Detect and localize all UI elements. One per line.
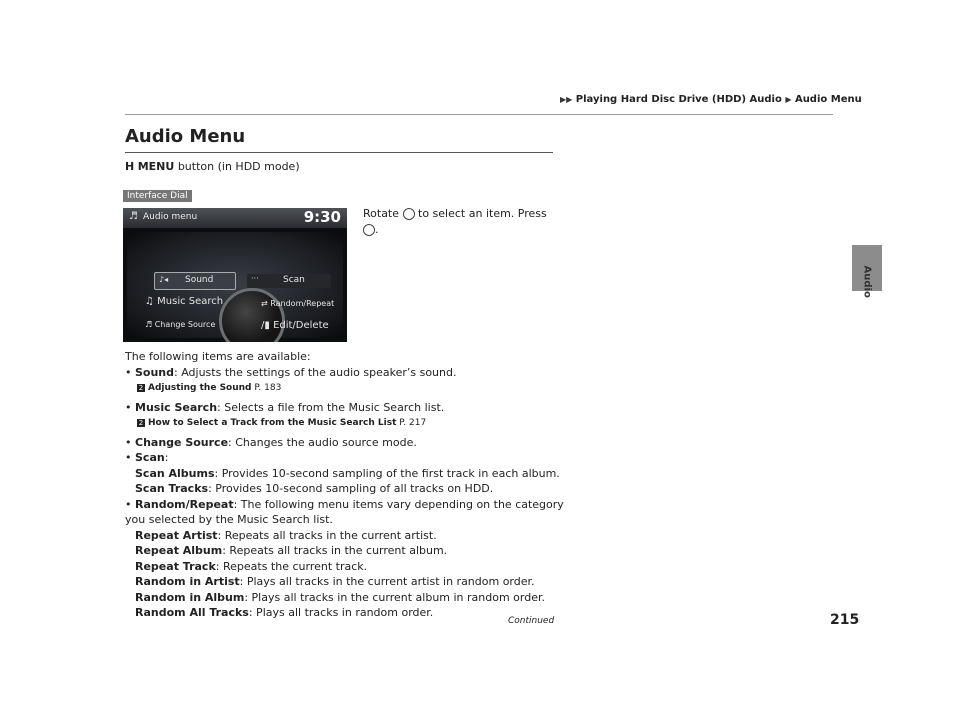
double-arrow-icon: ▶▶ bbox=[560, 95, 573, 104]
sub-item-label: Random in Album bbox=[135, 590, 245, 604]
sub-item bbox=[125, 574, 565, 590]
sub-item bbox=[125, 481, 565, 497]
reference-arrow-icon: 2 bbox=[138, 383, 144, 392]
item-label: Change Source bbox=[135, 435, 229, 449]
page-title: Audio Menu bbox=[125, 126, 246, 147]
sub-item-text: : Repeats all tracks in the current artist. bbox=[217, 528, 437, 542]
speaker-icon: ♪◂ bbox=[159, 275, 169, 284]
reference-page[interactable]: P. 183 bbox=[254, 383, 282, 393]
title-divider bbox=[125, 152, 553, 153]
item-text: : The following menu items vary depending on the category you selected by the Music Search list. bbox=[125, 497, 564, 526]
sub-item-label: Random All Tracks bbox=[135, 606, 249, 619]
list-item: • Scan: bbox=[125, 451, 169, 464]
sub-item bbox=[125, 605, 565, 621]
intro-text: The following items are available: bbox=[125, 350, 311, 363]
screen-title: Audio menu bbox=[143, 212, 198, 222]
side-tab-label bbox=[852, 265, 882, 305]
sub-item-text: : Provides 10-second sampling of the first track in each album. bbox=[214, 466, 560, 480]
item-label: Music Search bbox=[135, 400, 218, 414]
cross-reference[interactable] bbox=[125, 416, 565, 432]
sub-item-label: Scan Albums bbox=[135, 466, 215, 480]
list-item: • Random/Repeat: The following menu items vary depending on the category you selected by the Music Search list. bbox=[125, 497, 564, 526]
sub-item-text: : Plays all tracks in the current artist in random order. bbox=[239, 575, 535, 588]
reference-title[interactable]: How to Select a Track from the Music Search List bbox=[148, 418, 397, 428]
cross-reference[interactable] bbox=[125, 381, 565, 397]
list-item: • Change Source: Changes the audio source mode. bbox=[125, 435, 417, 449]
screen-item-random-repeat[interactable]: ⇄ Random/Repeat bbox=[261, 299, 335, 308]
item-label: Random/Repeat bbox=[135, 497, 234, 511]
menu-button-label: MENU bbox=[137, 160, 175, 173]
breadcrumb bbox=[560, 94, 862, 105]
home-h-icon: H bbox=[125, 160, 135, 173]
sub-item-text: : Repeats all tracks in the current album. bbox=[222, 544, 448, 557]
item-text: : Adjusts the settings of the audio speaker’s sound. bbox=[174, 365, 457, 379]
sub-item-label: Repeat Album bbox=[135, 544, 223, 557]
sub-item-text: : Plays all tracks in random order. bbox=[248, 606, 434, 619]
breadcrumb-part1[interactable]: Playing Hard Disc Drive (HDD) Audio bbox=[575, 94, 782, 105]
menu-button-rest: button (in HDD mode) bbox=[177, 160, 300, 173]
screen-item-scan-label: Scan bbox=[283, 275, 305, 285]
continued-label: Continued bbox=[508, 616, 555, 626]
audio-menu-screen bbox=[123, 208, 347, 342]
sub-item bbox=[125, 559, 565, 575]
header-divider bbox=[125, 114, 833, 115]
sub-item bbox=[125, 528, 565, 544]
screen-clock: 9:30 bbox=[303, 208, 341, 226]
screen-item-change-source-label: Change Source bbox=[154, 320, 216, 329]
scan-icon: ··· bbox=[251, 274, 259, 283]
page-number: 215 bbox=[830, 612, 860, 628]
screen-item-change-source[interactable]: ♬ Change Source bbox=[145, 320, 216, 329]
breadcrumb-part2[interactable]: Audio Menu bbox=[794, 94, 862, 105]
sub-item bbox=[125, 590, 565, 606]
sub-item-label: Random in Artist bbox=[135, 575, 240, 588]
reference-page[interactable]: P. 217 bbox=[399, 418, 427, 428]
sub-item-text: : Plays all tracks in the current album in random order. bbox=[244, 590, 546, 604]
screen-body bbox=[127, 232, 343, 338]
reference-title[interactable]: Adjusting the Sound bbox=[148, 383, 252, 393]
reference-arrow-icon: 2 bbox=[138, 418, 144, 427]
item-text: : Changes the audio source mode. bbox=[228, 435, 417, 449]
side-tab-text: Audio bbox=[861, 265, 873, 298]
dial-knob-icon bbox=[219, 288, 285, 342]
arrow-icon: ▶ bbox=[785, 95, 792, 104]
sub-item-text: : Provides 10-second sampling of all tracks on HDD. bbox=[208, 482, 494, 495]
item-text: : bbox=[164, 451, 169, 464]
menu-button-line bbox=[125, 160, 300, 173]
sub-item-label: Repeat Track bbox=[135, 559, 216, 573]
rotate-text-b: to select an item. Press bbox=[418, 207, 547, 220]
interface-dial-tag: Interface Dial bbox=[123, 190, 192, 202]
screen-item-edit-delete[interactable]: /▮ Edit/Delete bbox=[261, 320, 329, 331]
rotate-instructions bbox=[363, 206, 553, 238]
screen-item-sound[interactable] bbox=[154, 272, 236, 290]
sub-item-label: Repeat Artist bbox=[135, 528, 218, 542]
rotate-text-c: . bbox=[375, 223, 379, 236]
screen-item-scan[interactable] bbox=[247, 274, 331, 288]
sub-item-label: Scan Tracks bbox=[135, 482, 209, 495]
press-dial-icon bbox=[363, 224, 375, 236]
item-label: Scan bbox=[135, 451, 165, 464]
screen-item-music-search[interactable]: ♫ Music Search bbox=[145, 296, 224, 307]
item-label: Sound bbox=[135, 365, 175, 379]
rotate-dial-icon bbox=[403, 208, 415, 220]
screen-item-edit-delete-label: Edit/Delete bbox=[273, 320, 329, 331]
sub-item bbox=[125, 543, 565, 559]
item-text: : Selects a file from the Music Search list. bbox=[217, 400, 445, 414]
list-item: • Sound: Adjusts the settings of the audio speaker’s sound. bbox=[125, 365, 457, 379]
sub-item-text: : Repeats the current track. bbox=[215, 559, 368, 573]
music-note-icon: ♬ bbox=[129, 211, 138, 222]
screen-item-random-repeat-label: Random/Repeat bbox=[270, 299, 335, 308]
screen-item-sound-label: Sound bbox=[185, 275, 214, 285]
sub-item bbox=[125, 466, 565, 482]
items-content bbox=[125, 349, 565, 621]
rotate-text-a: Rotate bbox=[363, 207, 400, 220]
screen-item-music-search-label: Music Search bbox=[157, 296, 224, 307]
list-item: • Music Search: Selects a file from the Music Search list. bbox=[125, 400, 445, 414]
